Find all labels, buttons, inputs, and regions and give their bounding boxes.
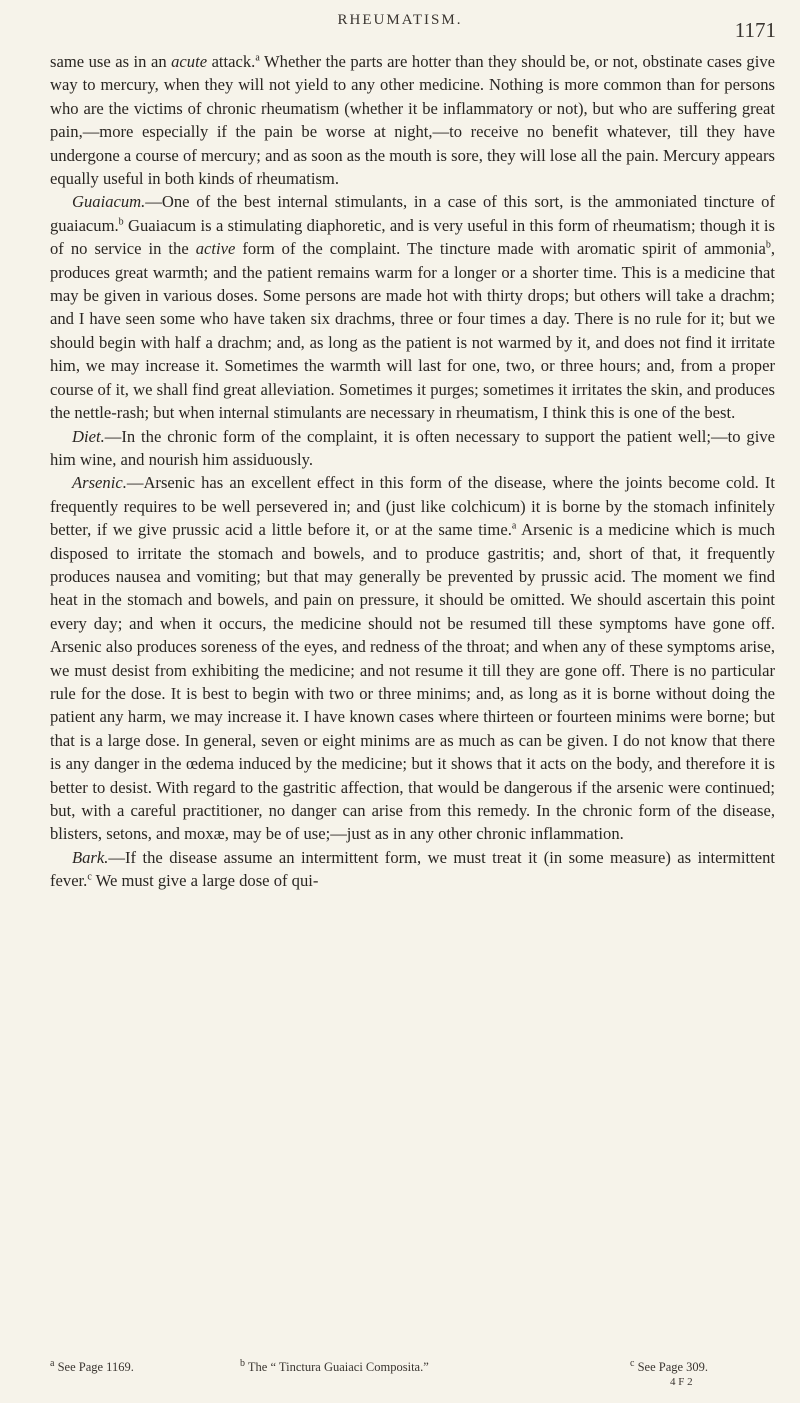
footnote-ref: b — [118, 216, 124, 228]
text-run: —One of the best internal stimulants, in a case of this sort, is the ammoniated tincture of guaiacum. — [50, 192, 775, 235]
text-run: We must give a large dose of qui- — [91, 871, 319, 891]
paragraph-diet — [50, 425, 775, 472]
text-run: —Arsenic has an excellent effect in this form of the disease, where the joints become cold. It frequently requires to be well persevered in; and (just like colchicum) it is borne by the stomach infinitely better, if we give prussic acid a little before it, or at the same time. — [50, 473, 775, 540]
text-run: , produces great warmth; and the patient remains warm for a longer or a shorter time. This is a medicine that may be given in various doses. Some persons are made hot with thirty drops; but others will take a drachm; and I have seen some who have taken six drachms, three or four times a day. There is no rule for it; but we should begin with half a drachm; and, as long as the patient is not warmed by it, and does not find it irritate him, we may increase it. Sometimes the warmth will last for one, two, or three hours; and, from a proper course of it, we shall find great alleviation. Sometimes it purges; sometimes it irritates the skin, and produces the nettle-rash; but when internal stimulants are necessary in rheumatism, I think this is one of the best. — [50, 239, 776, 423]
text-run: same use as in an — [50, 52, 172, 71]
text-run: Arsenic is a medicine which is much disposed to irritate the stomach and bowels, and to produce gastritis; and, short of that, it frequently produces nausea and vomiting; but that may generally be prevented by prussic acid. The moment we find heat in the stomach and bowels, and pain on pressure, it should be omitted. We should ascertain this point every day; and when it occurs, the medicine should not be resumed till these symptoms have gone off. Arsenic also produces soreness of the eyes, and redness of the throat; and when any of these symptoms arise, we must desist from exhibiting the medicine; and not resume it till they are gone off. There is no particular rule for the dose. It is best to begin with two or three minims; and, as long as it is borne without doing the patient any harm, we may increase it. I have known cases where thirteen or fourteen minims were borne; but that is a large dose. In general, seven or eight minims are as much as can be given. I do not know that there is any danger in the œdema induced by the medicine; but it shows that it acts on the body, and therefore it is better to desist. With regard to the gastritic affection, that would be dangerous if the arsenic were continued; but, with a careful practitioner, no danger can arise from this remedy. In the chronic form of the disease, blisters, setons, and moxæ, may be of use;—just as in any other chronic inflammation. — [50, 520, 775, 844]
footnote-ref: c — [87, 871, 92, 883]
footnote-ref: b — [765, 239, 771, 251]
page-header — [0, 10, 800, 40]
text-run: form of the complaint. The tincture made with aromatic spirit of ammonia — [235, 239, 766, 259]
footnotes — [50, 1357, 775, 1400]
paragraph-arsenic — [50, 471, 775, 846]
footnote-ref: a — [255, 52, 260, 64]
footnote-c: $^c$ See Page 309. — [630, 1357, 709, 1374]
italic-text: active — [195, 239, 236, 259]
italic-text: Bark. — [72, 847, 109, 867]
text-run: attack. — [207, 52, 256, 71]
italic-text: Diet. — [72, 426, 105, 446]
footnote-ref: a — [511, 520, 517, 532]
body-text — [50, 50, 775, 893]
paragraph-bark — [50, 846, 775, 893]
text-run: Guaiacum is a stimulating diaphoretic, and is very useful in this form of rheumatism; though it is of no service in the — [50, 215, 775, 259]
signature-mark: 4 F 2 — [670, 1376, 693, 1388]
italic-text: Guaiacum. — [72, 192, 146, 212]
paragraph-guaiacum — [50, 190, 775, 424]
text-run: —If the disease assume an intermittent form, we must treat it (in some measure) as intermittent fever. — [50, 847, 775, 891]
paragraph-mercury — [50, 50, 775, 190]
italic-text: Arsenic. — [72, 473, 127, 493]
running-title: RHEUMATISM. — [337, 12, 463, 28]
page-number: 1171 — [734, 18, 776, 42]
text-run: Whether the parts are hotter than they should be, or not, obstinate cases give way to mercury, when they will not yield to any other medicine. Nothing is more common than for persons who are the victims of chronic rheumatism (whether it be inflammatory or not), but who are suffering great pain,—more especially if the pain be worse at night,—to receive no benefit whatever, till they have undergone a course of mercury; and as soon as the mouth is sore, they will lose all the pain. Mercury appears equally useful in both kinds of rheumatism. — [50, 52, 775, 189]
italic-text: acute — [171, 52, 208, 71]
footnote-a: $^a$ See Page 1169. — [50, 1357, 134, 1374]
text-run: —In the chronic form of the complaint, it is often necessary to support the patient well;—to give him wine, and nourish him assiduously. — [50, 426, 775, 469]
footnote-b: $^b$ The “ Tinctura Guaiaci Composita.” — [240, 1357, 429, 1374]
